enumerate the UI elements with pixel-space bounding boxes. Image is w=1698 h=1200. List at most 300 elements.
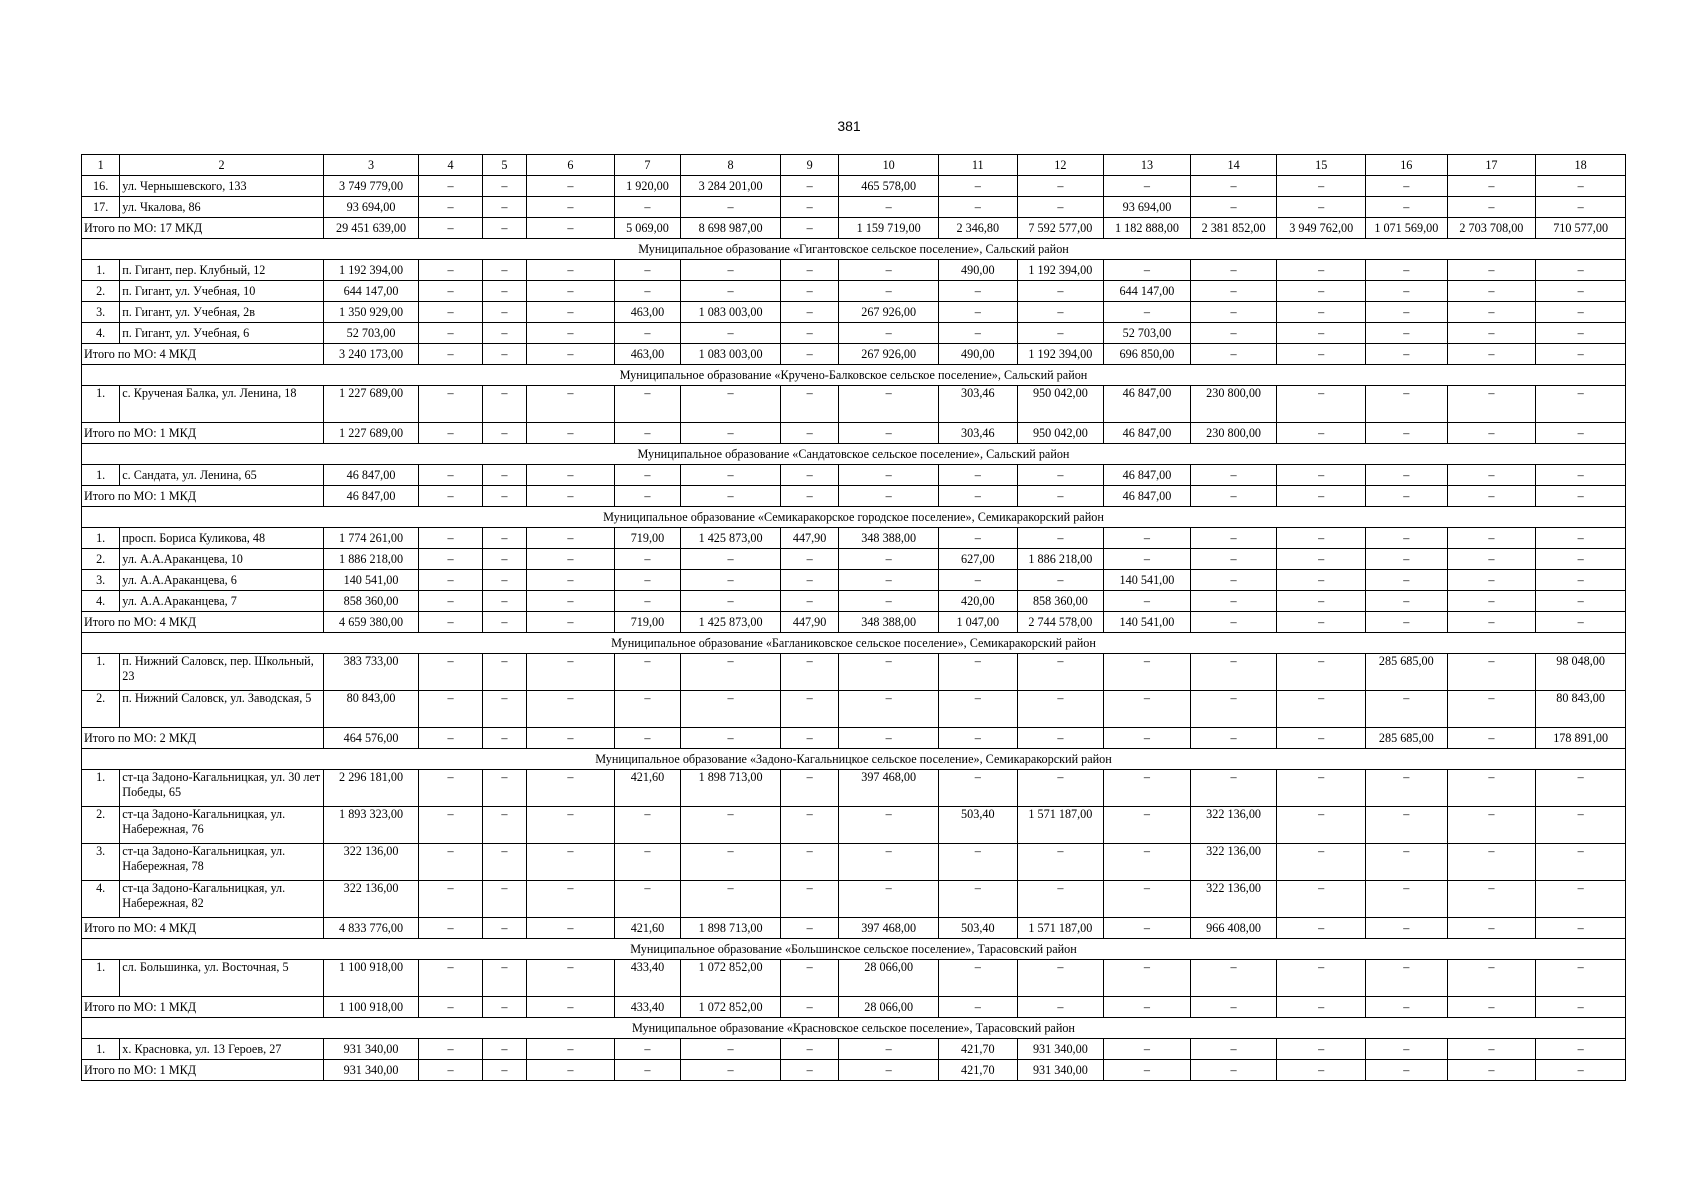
value-cell: – [939,844,1018,881]
total-label: Итого по МО: 2 МКД [82,728,324,749]
value-cell: – [1536,176,1626,197]
total-cell: – [1104,918,1191,939]
value-cell: – [780,654,838,691]
value-cell: – [1190,302,1277,323]
value-cell: – [780,302,838,323]
value-cell: – [1190,197,1277,218]
total-cell: 1 192 394,00 [1017,344,1104,365]
total-cell: 1 159 719,00 [839,218,939,239]
total-cell: – [1536,423,1626,444]
value-cell: 1 898 713,00 [681,770,781,807]
value-cell: – [482,591,526,612]
address-cell: ст-ца Задоно-Кагальницкая, ул. Набережная, 78 [120,844,323,881]
value-cell: – [839,844,939,881]
value-cell: – [681,881,781,918]
total-cell: – [939,997,1018,1018]
value-cell: – [1277,281,1366,302]
value-cell: – [1277,881,1366,918]
value-cell: – [1190,591,1277,612]
row-index: 1. [82,960,120,997]
value-cell: – [681,386,781,423]
total-row [82,423,1626,444]
value-cell: – [1017,197,1104,218]
column-number-cell: 18 [1536,155,1626,176]
total-cell: – [780,486,838,507]
column-number-cell: 14 [1190,155,1277,176]
value-cell: – [1190,323,1277,344]
column-number-cell: 8 [681,155,781,176]
value-cell: – [1104,302,1191,323]
value-cell: – [1104,528,1191,549]
value-cell: – [1366,323,1448,344]
value-cell: – [939,281,1018,302]
total-cell: 230 800,00 [1190,423,1277,444]
total-cell: – [1447,344,1536,365]
total-row [82,1060,1626,1081]
value-cell: – [482,960,526,997]
table-row [82,528,1626,549]
value-cell: – [527,881,615,918]
value-cell: – [1277,570,1366,591]
value-cell: – [1447,549,1536,570]
column-number-cell: 4 [419,155,482,176]
total-cell: – [614,1060,680,1081]
total-cell: 1 072 852,00 [681,997,781,1018]
value-cell: – [780,281,838,302]
total-cell: 178 891,00 [1536,728,1626,749]
value-cell: – [1536,465,1626,486]
total-cell: 1 898 713,00 [681,918,781,939]
address-cell: ул. А.А.Араканцева, 6 [120,570,323,591]
value-cell: 1 774 261,00 [323,528,419,549]
total-label: Итого по МО: 17 МКД [82,218,324,239]
value-cell: – [482,881,526,918]
value-cell: – [1277,528,1366,549]
row-index: 4. [82,323,120,344]
total-cell: 303,46 [939,423,1018,444]
value-cell: – [1104,591,1191,612]
total-cell: – [482,344,526,365]
row-index: 17. [82,197,120,218]
value-cell: – [780,960,838,997]
total-row [82,918,1626,939]
total-cell: – [1190,486,1277,507]
value-cell: – [419,281,482,302]
value-cell: – [614,197,680,218]
total-cell: – [1536,1060,1626,1081]
value-cell: 644 147,00 [1104,281,1191,302]
table-row [82,807,1626,844]
total-cell: 46 847,00 [323,486,419,507]
total-cell: – [1277,344,1366,365]
table-row [82,323,1626,344]
value-cell: – [419,1039,482,1060]
value-cell: 463,00 [614,302,680,323]
row-index: 3. [82,570,120,591]
value-cell: – [482,260,526,281]
total-label: Итого по МО: 1 МКД [82,997,324,1018]
row-index: 1. [82,654,120,691]
value-cell: 465 578,00 [839,176,939,197]
value-cell: – [839,570,939,591]
total-cell: – [839,1060,939,1081]
total-cell: – [1447,1060,1536,1081]
total-cell: – [681,728,781,749]
total-cell: – [527,997,615,1018]
value-cell: – [614,323,680,344]
address-cell: ст-ца Задоно-Кагальницкая, ул. Набережная, 76 [120,807,323,844]
row-index: 1. [82,386,120,423]
value-cell: – [939,323,1018,344]
value-cell: – [1190,1039,1277,1060]
total-cell: – [614,728,680,749]
value-cell: – [482,197,526,218]
value-cell: – [482,1039,526,1060]
value-cell: – [614,281,680,302]
column-number-cell: 5 [482,155,526,176]
total-cell: – [1017,997,1104,1018]
value-cell: – [839,807,939,844]
address-cell: с. Сандата, ул. Ленина, 65 [120,465,323,486]
value-cell: – [1104,1039,1191,1060]
value-cell: – [1104,260,1191,281]
total-row [82,612,1626,633]
total-cell: – [1366,344,1448,365]
municipality-section-row [82,507,1626,528]
value-cell: – [1447,770,1536,807]
value-cell: – [1017,960,1104,997]
value-cell: 322 136,00 [1190,881,1277,918]
value-cell: – [419,691,482,728]
value-cell: – [482,570,526,591]
total-cell: 1 083 003,00 [681,344,781,365]
address-cell: ст-ца Задоно-Кагальницкая, ул. 30 лет Победы, 65 [120,770,323,807]
value-cell: – [527,323,615,344]
total-cell: – [482,612,526,633]
total-cell: 7 592 577,00 [1017,218,1104,239]
total-label: Итого по МО: 4 МКД [82,612,324,633]
value-cell: – [1536,302,1626,323]
municipality-heading: Муниципальное образование «Семикаракорское городское поселение», Семикаракорский район [82,507,1626,528]
value-cell: – [482,549,526,570]
column-number-cell: 15 [1277,155,1366,176]
value-cell: 1 083 003,00 [681,302,781,323]
total-cell: 28 066,00 [839,997,939,1018]
value-cell: – [1277,176,1366,197]
municipality-section-row [82,633,1626,654]
row-index: 1. [82,528,120,549]
value-cell: – [1447,197,1536,218]
value-cell: – [681,323,781,344]
value-cell: – [1277,302,1366,323]
municipality-section-row [82,939,1626,960]
total-cell: – [1017,486,1104,507]
value-cell: 420,00 [939,591,1018,612]
value-cell: – [780,549,838,570]
value-cell: – [681,654,781,691]
value-cell: – [839,281,939,302]
total-cell: – [419,423,482,444]
table-row [82,549,1626,570]
table-row [82,176,1626,197]
value-cell: – [1277,260,1366,281]
value-cell: – [1366,528,1448,549]
total-label: Итого по МО: 1 МКД [82,423,324,444]
value-cell: – [1190,654,1277,691]
value-cell: – [1536,881,1626,918]
total-cell: 421,70 [939,1060,1018,1081]
value-cell: – [1190,528,1277,549]
value-cell: – [614,1039,680,1060]
total-cell: – [780,997,838,1018]
value-cell: – [1447,570,1536,591]
total-cell: 348 388,00 [839,612,939,633]
value-cell: – [527,528,615,549]
value-cell: – [939,770,1018,807]
value-cell: – [681,844,781,881]
total-cell: 5 069,00 [614,218,680,239]
value-cell: – [1104,549,1191,570]
value-cell: 931 340,00 [323,1039,419,1060]
value-cell: – [839,549,939,570]
value-cell: – [939,528,1018,549]
total-cell: 710 577,00 [1536,218,1626,239]
value-cell: – [839,591,939,612]
value-cell: – [780,807,838,844]
value-cell: 80 843,00 [1536,691,1626,728]
total-cell: – [780,728,838,749]
total-cell: 3 240 173,00 [323,344,419,365]
value-cell: – [681,570,781,591]
column-number-cell: 9 [780,155,838,176]
address-cell: просп. Бориса Куликова, 48 [120,528,323,549]
total-cell: 463,00 [614,344,680,365]
value-cell: 46 847,00 [1104,386,1191,423]
table-row [82,770,1626,807]
value-cell: – [1104,844,1191,881]
total-cell: – [839,423,939,444]
value-cell: 383 733,00 [323,654,419,691]
value-cell: – [1447,281,1536,302]
page-number: 381 [837,118,861,134]
total-cell: – [1277,1060,1366,1081]
total-label: Итого по МО: 1 МКД [82,486,324,507]
value-cell: – [780,386,838,423]
value-cell: – [527,260,615,281]
value-cell: – [419,591,482,612]
row-index: 1. [82,1039,120,1060]
total-cell: – [527,486,615,507]
value-cell: – [482,691,526,728]
value-cell: – [839,1039,939,1060]
value-cell: – [614,465,680,486]
value-cell: – [419,960,482,997]
total-cell: – [419,728,482,749]
municipality-section-row [82,749,1626,770]
value-cell: – [527,197,615,218]
value-cell: 1 192 394,00 [1017,260,1104,281]
value-cell: – [1190,570,1277,591]
value-cell: 140 541,00 [1104,570,1191,591]
address-cell: п. Гигант, ул. Учебная, 6 [120,323,323,344]
total-cell: – [1366,486,1448,507]
value-cell: – [614,691,680,728]
row-index: 3. [82,844,120,881]
value-cell: – [527,654,615,691]
value-cell: – [527,386,615,423]
value-cell: 719,00 [614,528,680,549]
column-number-cell: 2 [120,155,323,176]
table-row [82,844,1626,881]
value-cell: – [780,570,838,591]
value-cell: – [1277,654,1366,691]
value-cell: 80 843,00 [323,691,419,728]
column-number-cell: 13 [1104,155,1191,176]
value-cell: – [1536,197,1626,218]
value-cell: 503,40 [939,807,1018,844]
value-cell: – [527,591,615,612]
total-cell: – [1447,612,1536,633]
value-cell: – [1366,844,1448,881]
row-index: 3. [82,302,120,323]
total-cell: – [1104,997,1191,1018]
table-row [82,465,1626,486]
total-cell: – [1190,612,1277,633]
total-cell: – [419,918,482,939]
value-cell: – [527,176,615,197]
value-cell: 1 425 873,00 [681,528,781,549]
value-cell: – [419,881,482,918]
row-index: 4. [82,881,120,918]
total-cell: 433,40 [614,997,680,1018]
value-cell: – [419,549,482,570]
value-cell: – [419,654,482,691]
value-cell: – [780,1039,838,1060]
value-cell: – [1190,960,1277,997]
value-cell: – [1536,386,1626,423]
total-cell: – [1277,918,1366,939]
total-cell: – [1366,423,1448,444]
value-cell: – [1536,281,1626,302]
value-cell: 322 136,00 [323,881,419,918]
value-cell: – [1366,197,1448,218]
value-cell: – [1447,807,1536,844]
value-cell: – [419,386,482,423]
total-cell: – [482,1060,526,1081]
total-cell: 931 340,00 [1017,1060,1104,1081]
total-cell: – [482,423,526,444]
total-cell: – [527,218,615,239]
value-cell: 421,70 [939,1039,1018,1060]
row-index: 2. [82,691,120,728]
value-cell: – [1447,844,1536,881]
value-cell: 230 800,00 [1190,386,1277,423]
table-row [82,281,1626,302]
value-cell: – [1366,960,1448,997]
value-cell: – [1104,691,1191,728]
value-cell: – [1277,844,1366,881]
value-cell: – [1366,260,1448,281]
total-cell: – [1447,918,1536,939]
total-cell: 503,40 [939,918,1018,939]
total-cell: – [527,1060,615,1081]
value-cell: – [780,176,838,197]
total-cell: – [1190,728,1277,749]
total-cell: 1 227 689,00 [323,423,419,444]
address-cell: ул. А.А.Араканцева, 7 [120,591,323,612]
value-cell: 3 284 201,00 [681,176,781,197]
value-cell: – [681,465,781,486]
value-cell: – [1277,691,1366,728]
total-cell: 4 833 776,00 [323,918,419,939]
value-cell: – [614,549,680,570]
value-cell: – [614,591,680,612]
value-cell: – [1536,570,1626,591]
value-cell: – [1277,591,1366,612]
value-cell: 490,00 [939,260,1018,281]
value-cell: – [1536,960,1626,997]
value-cell: 46 847,00 [323,465,419,486]
municipality-heading: Муниципальное образование «Большинское сельское поселение», Тарасовский район [82,939,1626,960]
value-cell: – [1190,176,1277,197]
total-cell: 1 182 888,00 [1104,218,1191,239]
value-cell: – [1536,591,1626,612]
value-cell: 858 360,00 [323,591,419,612]
value-cell: 52 703,00 [1104,323,1191,344]
value-cell: 285 685,00 [1366,654,1448,691]
value-cell: – [482,386,526,423]
value-cell: – [780,844,838,881]
value-cell: – [527,691,615,728]
value-cell: – [419,770,482,807]
value-cell: – [1447,386,1536,423]
total-cell: – [1277,612,1366,633]
total-cell: – [419,486,482,507]
value-cell: – [681,591,781,612]
value-cell: – [1447,323,1536,344]
value-cell: – [1447,691,1536,728]
column-number-cell: 7 [614,155,680,176]
value-cell: – [527,281,615,302]
value-cell: 1 886 218,00 [1017,549,1104,570]
total-cell: – [527,423,615,444]
total-cell: 719,00 [614,612,680,633]
address-cell: сл. Большинка, ул. Восточная, 5 [120,960,323,997]
value-cell: – [419,844,482,881]
value-cell: 858 360,00 [1017,591,1104,612]
value-cell: – [1277,197,1366,218]
value-cell: – [1104,176,1191,197]
value-cell: – [681,197,781,218]
value-cell: – [681,549,781,570]
total-cell: – [1447,728,1536,749]
total-cell: – [939,728,1018,749]
row-index: 1. [82,770,120,807]
value-cell: – [482,807,526,844]
value-cell: – [419,197,482,218]
value-cell: – [1190,465,1277,486]
value-cell: – [419,528,482,549]
value-cell: – [1017,570,1104,591]
value-cell: 28 066,00 [839,960,939,997]
address-cell: ул. А.А.Араканцева, 10 [120,549,323,570]
total-cell: – [939,486,1018,507]
table-row [82,386,1626,423]
total-cell: – [1104,728,1191,749]
value-cell: – [527,844,615,881]
value-cell: – [1366,281,1448,302]
total-cell: 2 346,80 [939,218,1018,239]
